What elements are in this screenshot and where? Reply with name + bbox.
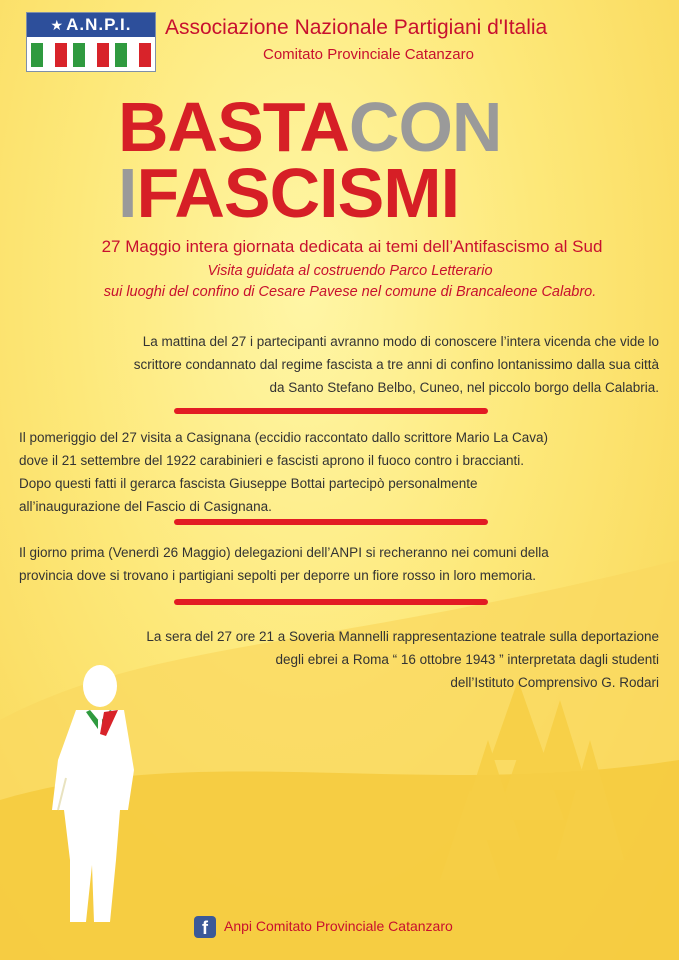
paragraph-morning <box>134 330 659 399</box>
organization-committee: Comitato Provinciale Catanzaro <box>263 46 474 63</box>
anpi-logo <box>26 12 156 72</box>
facebook-icon[interactable]: f <box>194 916 216 938</box>
paragraph-line: Il pomeriggio del 27 visita a Casignana (eccidio raccontato dallo scrittore Mario La Cava) <box>19 430 549 445</box>
facebook-page-name[interactable]: Anpi Comitato Provinciale Catanzaro <box>224 918 453 934</box>
anpi-logo-banner <box>27 13 155 37</box>
paragraph-line: dell’Istituto Comprensivo G. Rodari <box>450 675 659 690</box>
partisan-silhouette <box>36 660 146 930</box>
paragraph-line: Dopo questi fatti il gerarca fascista Giuseppe Bottai partecipò personalmente <box>19 476 478 491</box>
paragraph-line: scrittore condannato dal regime fascista a tre anni di confino lontanissimo dalla sua città <box>133 357 659 372</box>
event-date-line: 27 Maggio intera giornata dedicata ai temi dell’Antifascismo al Sud <box>101 237 603 256</box>
visit-line-2: sui luoghi del confino di Cesare Pavese nel comune di Brancaleone Calabro. <box>103 284 597 300</box>
paragraph-line: all’inaugurazione del Fascio di Casignana. <box>19 499 272 514</box>
headline-basta: BASTA <box>118 88 349 166</box>
paragraph-afternoon <box>19 426 548 518</box>
headline-con: CON <box>348 88 502 166</box>
paragraph-line: degli ebrei a Roma “ 16 ottobre 1943 ” interpretata dagli studenti <box>275 652 659 667</box>
italian-flag-icon <box>115 43 151 67</box>
italian-flag-icon <box>73 43 109 67</box>
paragraph-line: provincia dove si trovano i partigiani sepolti per deporre un fiore rosso in loro memoria. <box>19 568 537 583</box>
paragraph-line: La mattina del 27 i partecipanti avranno modo di conoscere l’intera vicenda che vide lo <box>142 334 659 349</box>
paragraph-line: La sera del 27 ore 21 a Soveria Mannelli rappresentazione teatrale sulla deportazione <box>146 629 659 644</box>
paragraph-line: da Santo Stefano Belbo, Cuneo, nel piccolo borgo della Calabria. <box>269 380 659 395</box>
headline-fascismi: FASCISMI <box>136 154 460 232</box>
headline-i: I <box>118 154 137 232</box>
red-divider <box>174 408 488 414</box>
paragraph-evening <box>146 625 659 694</box>
organization-name: Associazione Nazionale Partigiani d'Italia <box>165 16 548 39</box>
visit-line-1: Visita guidata al costruendo Parco Letterario <box>207 263 493 279</box>
headline-line-2 <box>118 154 460 232</box>
headline-line-1 <box>118 88 502 166</box>
paragraph-day-before <box>19 541 549 587</box>
red-divider <box>174 599 488 605</box>
star-icon: ★ <box>50 17 65 33</box>
italian-flag-icon <box>31 43 67 67</box>
red-divider <box>174 519 488 525</box>
paragraph-line: dove il 21 settembre del 1922 carabinieri e fascisti aprono il fuoco contro i braccianti. <box>19 453 525 468</box>
paragraph-line: Il giorno prima (Venerdì 26 Maggio) delegazioni dell’ANPI si recheranno nei comuni della <box>19 545 549 560</box>
anpi-logo-text: A.N.P.I. <box>66 15 132 34</box>
